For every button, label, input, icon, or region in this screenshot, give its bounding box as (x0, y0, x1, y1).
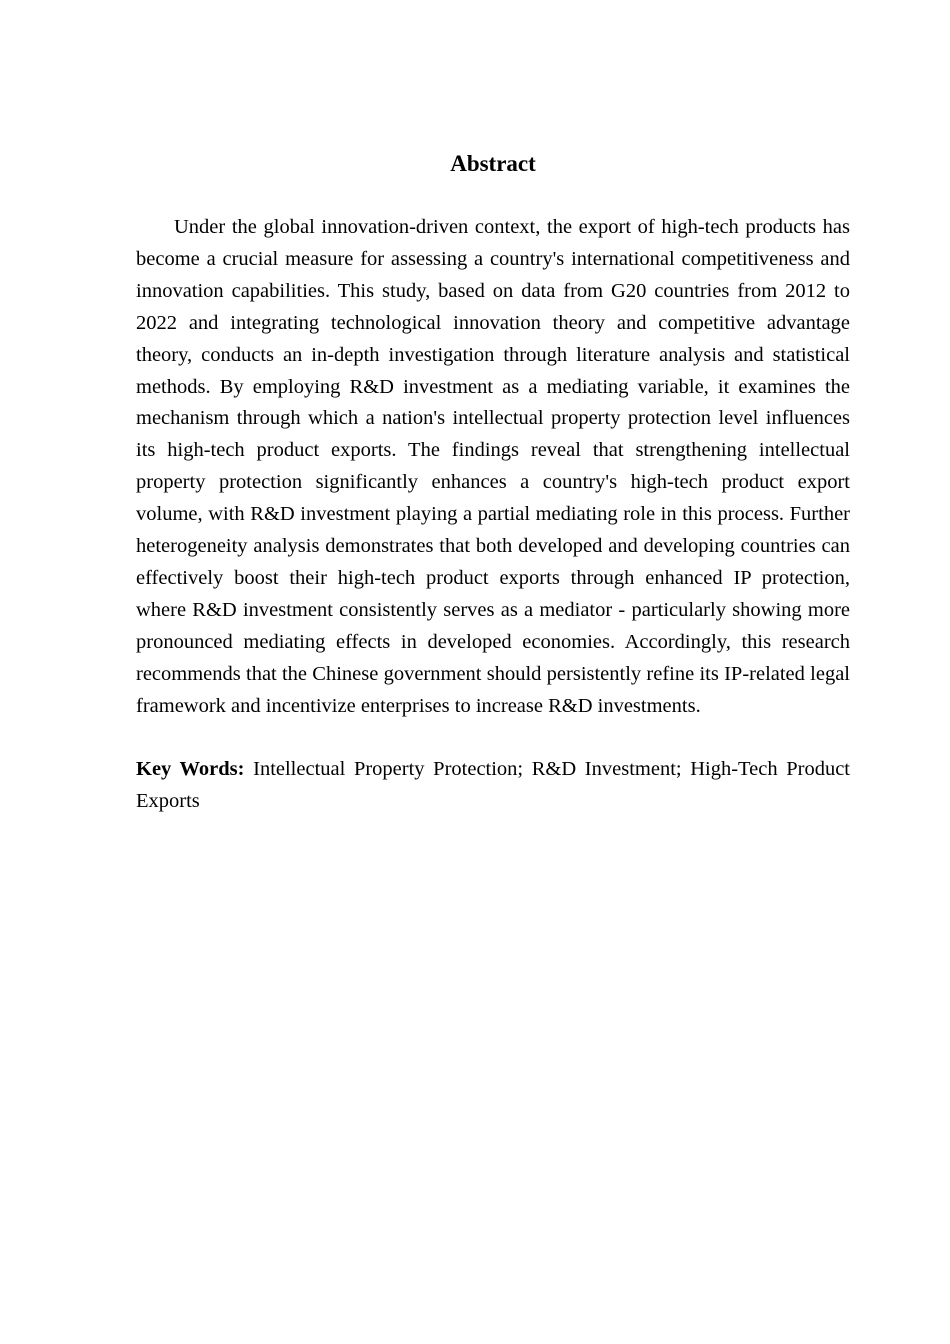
abstract-section (136, 146, 850, 818)
abstract-title: Abstract (450, 151, 536, 176)
abstract-body: Under the global innovation-driven context, the export of high-tech products has become a crucial measure for assessing a country's international competitiveness and innovation capabilities. This study, based on data from G20 countries from 2012 to 2022 and integrating technological innovation theory and competitive advantage theory, conducts an in-depth investigation through literature analysis and statistical methods. By employing R&D investment as a mediating variable, it examines the mechanism through which a nation's intellectual property protection level influences its high-tech product exports. The findings reveal that strengthening intellectual property protection significantly enhances a country's high-tech product export volume, with R&D investment playing a partial mediating role in this process. Further heterogeneity analysis demonstrates that both developed and developing countries can effectively boost their high-tech product exports through enhanced IP protection, where R&D investment consistently serves as a mediator - particularly showing more pronounced mediating effects in developed economies. Accordingly, this research recommends that the Chinese government should persistently refine its IP-related legal framework and incentivize enterprises to increase R&D investments. (136, 216, 850, 717)
keywords-label: Key Words: (136, 758, 245, 781)
keywords-text: Intellectual Property Protection; R&D Investment; High-Tech Product Exports (136, 758, 850, 813)
keywords-paragraph (136, 754, 850, 818)
